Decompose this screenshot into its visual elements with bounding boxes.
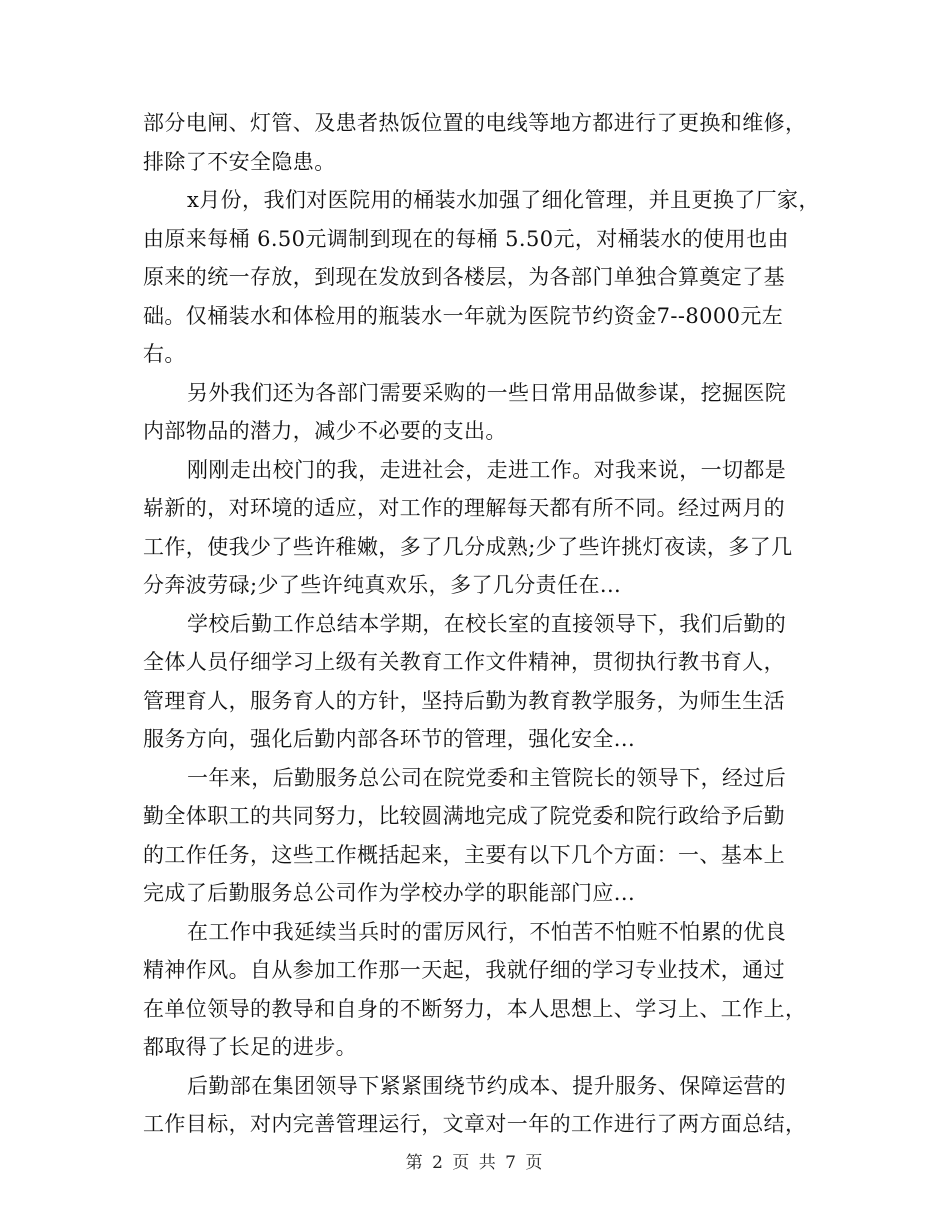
- text-line: 础。仅桶装水和体检用的瓶装水一年就为医院节约资金7--8000元左: [143, 303, 784, 328]
- text-line: 在工作中我延续当兵时的雷厉风行，不怕苦不怕赃不怕累的优良: [187, 919, 787, 944]
- text-line: 工作目标，对内完善管理运行，文章对一年的工作进行了两方面总结，: [143, 1112, 807, 1136]
- text-line: 勤全体职工的共同努力，比较圆满地完成了院党委和院行政给予后勤: [143, 804, 785, 828]
- text-line: 完成了后勤服务总公司作为学校办学的职能部门应...: [143, 881, 636, 905]
- text-line: 管理育人，服务育人的方针，坚持后勤为教育教学服务，为师生生活: [143, 688, 785, 713]
- text-line: 右。: [143, 342, 186, 366]
- text-line: 内部物品的潜力，减少不必要的支出。: [143, 419, 507, 443]
- text-line: 一年来，后勤服务总公司在院党委和主管院长的领导下，经过后: [187, 765, 787, 790]
- text-line: 精神作风。自从参加工作那一天起，我就仔细的学习专业技术，通过: [143, 958, 785, 982]
- text-line: 部分电闸、灯管、及患者热饭位置的电线等地方都进行了更换和维修，: [143, 111, 807, 135]
- page-number: 第 2 页 共 7 页: [405, 1153, 545, 1173]
- text-line: 后勤部在集团领导下紧紧围绕节约成本、提升服务、保障运营的: [187, 1073, 787, 1098]
- text-line: 服务方向，强化后勤内部各环节的管理，强化安全...: [143, 727, 636, 751]
- text-line: 崭新的，对环境的适应，对工作的理解每天都有所不同。经过两月的: [143, 496, 785, 520]
- text-line: 另外我们还为各部门需要采购的一些日常用品做参谋，挖掘医院: [187, 380, 787, 405]
- text-line: 由原来每桶 6.50元调制到现在的每桶 5.50元，对桶装水的使用也由: [143, 226, 789, 251]
- text-line: x月份，我们对医院用的桶装水加强了细化管理，并且更换了厂家，: [187, 188, 820, 212]
- text-line: 在单位领导的教导和自身的不断努力，本人思想上、学习上、工作上，: [143, 996, 807, 1021]
- text-line: 原来的统一存放，到现在发放到各楼层，为各部门单独合算奠定了基: [143, 265, 785, 289]
- text-line: 学校后勤工作总结本学期，在校长室的直接领导下，我们后勤的: [187, 611, 787, 636]
- text-line: 工作，使我少了些许稚嫩，多了几分成熟;少了些许挑灯夜读，多了几: [143, 534, 793, 559]
- text-line: 的工作任务，这些工作概括起来，主要有以下几个方面：一、基本上: [143, 842, 785, 867]
- text-line: 刚刚走出校门的我，走进社会，走进工作。对我来说，一切都是: [187, 457, 787, 482]
- document-body: [143, 104, 833, 1144]
- text-line: 排除了不安全隐患。: [143, 149, 336, 174]
- text-line: 分奔波劳碌;少了些许纯真欢乐，多了几分责任在...: [143, 573, 622, 597]
- text-line: 全体人员仔细学习上级有关教育工作文件精神，贯彻执行教书育人，: [143, 650, 785, 674]
- text-line: 都取得了长足的进步。: [143, 1035, 357, 1059]
